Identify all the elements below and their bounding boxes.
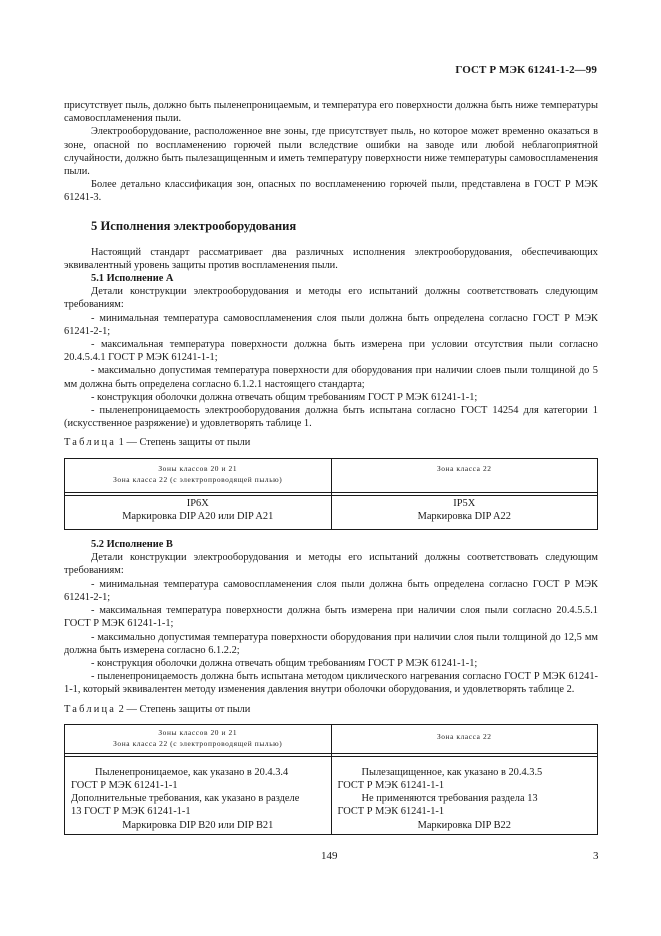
- cell-text: IP6X: [186, 497, 209, 509]
- document-header: ГОСТ Р МЭК 61241-1-2—99: [455, 64, 597, 76]
- header-text: Зона класса 22 (с электропроводящей пылью): [113, 738, 283, 748]
- table-2-col2-header: [331, 724, 598, 753]
- header-text: Зоны классов 20 и 21: [158, 727, 238, 737]
- section-5-1-item: - максимально допустимая температура поверхности для оборудования при наличии слоев пыли толщиной до 5 мм должна быть определена согласно 6.1.2.1 настоящего стандарта;: [64, 365, 598, 390]
- page-number: 149: [321, 850, 338, 862]
- cell-text: ГОСТ Р МЭК 61241-1-1: [337, 779, 445, 791]
- section-5-2-item: - максимальная температура поверхности должна быть измерена при наличии слоя пыли согласно 20.4.5.5.1 ГОСТ Р МЭК 61241-1-1;: [64, 605, 598, 630]
- section-5-1-item: - максимальная температура поверхности должна быть измерена при условии отсутствия пыли согласно 20.4.5.4.1 ГОСТ Р МЭК 61241-1-1;: [64, 339, 598, 364]
- header-text: Зона класса 22: [436, 463, 492, 473]
- section-5-1-item: - минимальная температура самовоспламенения слоя пыли должна быть определена согласно ГОСТ Р МЭК 61241-2-1;: [64, 312, 598, 337]
- intro-paragraph-1: присутствует пыль, должно быть пыленепроницаемым, и температура его поверхности должна быть ниже температуры самовоспламенения пыли.: [64, 100, 598, 125]
- table-1-caption: [64, 436, 598, 449]
- cell-text: Пыленепроницаемое, как указано в 20.4.3.4: [95, 766, 289, 778]
- intro-paragraph-3: Более детально классификация зон, опасных по воспламенению горючей пыли, представлена в ГОСТ Р МЭК 61241-3.: [64, 179, 598, 204]
- cell-text: Дополнительные требования, как указано в разделе: [71, 793, 300, 805]
- table-2-cell: [65, 756, 332, 834]
- section-5-intro: Настоящий стандарт рассматривает два различных исполнения электрооборудования, обеспечивающих эквивалентный уровень защиты против воспламенения пыли.: [64, 246, 598, 271]
- section-5-2-item: - пыленепроницаемость должна быть испытана методом циклического нагревания согласно ГОСТ Р МЭК 61241-1-1, который эквивалентен методу изменения давления внутри оболочки оборудования, и удовлетворять таблице 2.: [64, 671, 598, 696]
- table-header-row: [65, 458, 598, 492]
- intro-paragraph-2: Электрооборудование, расположенное вне зоны, где присутствует пыль, но которое может временно оказаться в зоне, опасной по воспламенению горючей пыли вследствие ошибки на заводе или любой неблагоприятной случайности, должно быть пылезащищенным и иметь температуру поверхности ниже температуры самовоспламенения пыли.: [64, 126, 598, 178]
- table-row: [65, 756, 598, 834]
- section-5-2-item: - конструкция оболочки должна отвечать общим требованиям ГОСТ Р МЭК 61241-1-1;: [91, 657, 478, 669]
- section-5-1-item: - пыленепроницаемость электрооборудования должна быть испытана согласно ГОСТ 14254 для категории 1 (искусственное разряжение) и удовлетворять таблице 1.: [64, 405, 598, 430]
- section-5-2-intro: Детали конструкции электрооборудования и методы его испытаний должны соответствовать следующим требованиям:: [64, 552, 598, 577]
- cell-text: Не применяются требования раздела 13: [361, 793, 538, 805]
- table-1-col1-header: [65, 458, 332, 492]
- table-1-cell: [65, 495, 332, 529]
- table-2-caption-text: 2 — Степень защиты от пыли: [118, 703, 251, 715]
- table-2-caption: [64, 703, 598, 716]
- cell-text: Пылезащищенное, как указано в 20.4.3.5: [361, 766, 543, 778]
- table-2-col1-header: [65, 724, 332, 753]
- section-5-2-item: - минимальная температура самовоспламенения слоя пыли должна быть определена согласно ГОСТ Р МЭК 61241-2-1;: [64, 578, 598, 603]
- header-text: Зона класса 22 (с электропроводящей пылью): [113, 474, 283, 484]
- sheet-number: 3: [593, 850, 599, 862]
- table-2-caption-prefix: Таблица: [64, 703, 117, 715]
- cell-text: ГОСТ Р МЭК 61241-1-1: [337, 806, 445, 818]
- table-1-col2-header: [331, 458, 598, 492]
- table-1-caption-prefix: Таблица: [64, 437, 117, 449]
- cell-text: 13 ГОСТ Р МЭК 61241-1-1: [71, 806, 191, 818]
- table-2-cell: [331, 756, 598, 834]
- table-1: [64, 458, 598, 530]
- cell-text: Маркировка DIP B22: [417, 819, 511, 831]
- cell-text: Маркировка DIP A20 или DIP A21: [122, 510, 274, 522]
- table-2: [64, 724, 598, 835]
- table-1-caption-text: 1 — Степень защиты от пыли: [118, 437, 251, 449]
- section-5-1-intro: Детали конструкции электрооборудования и методы его испытаний должны соответствовать следующим требованиям:: [64, 286, 598, 311]
- section-5-2-item: - максимально допустимая температура поверхности оборудования при наличии слоя пыли толщиной до 12,5 мм должна быть измерена согласно 6.1.2.2;: [64, 631, 598, 656]
- cell-text: Маркировка DIP B20 или DIP B21: [122, 819, 274, 831]
- section-5-1-heading: 5.1 Исполнение А: [91, 273, 174, 285]
- page-content: [64, 99, 598, 835]
- cell-text: Маркировка DIP A22: [417, 510, 511, 522]
- section-5-heading: 5 Исполнения электрооборудования: [91, 218, 297, 233]
- cell-text: ГОСТ Р МЭК 61241-1-1: [71, 779, 178, 791]
- table-header-row: [65, 724, 598, 753]
- header-text: Зона класса 22: [436, 731, 492, 741]
- table-1-cell: [331, 495, 598, 529]
- table-row: [65, 495, 598, 529]
- section-5-1-item: - конструкция оболочки должна отвечать общим требованиям ГОСТ Р МЭК 61241-1-1;: [91, 391, 478, 403]
- section-5-2-heading: 5.2 Исполнение В: [91, 539, 173, 551]
- cell-text: IP5X: [453, 497, 476, 509]
- header-text: Зоны классов 20 и 21: [158, 463, 238, 473]
